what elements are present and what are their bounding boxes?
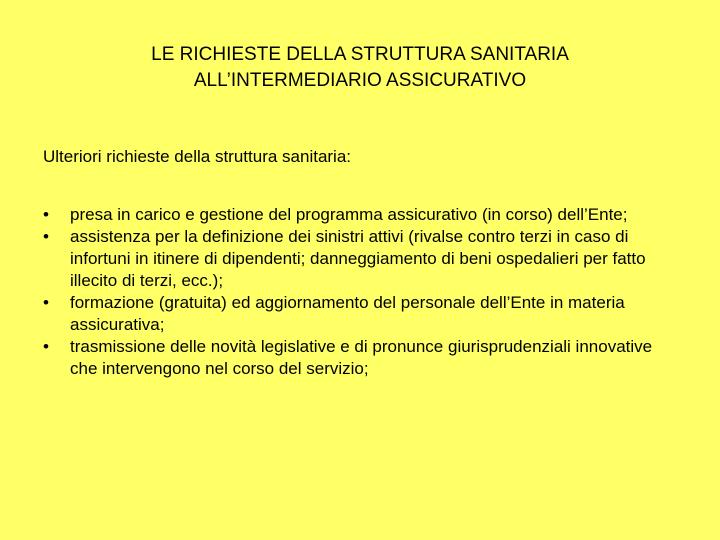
bullet-icon: •: [43, 205, 49, 224]
bullet-text: trasmissione delle novità legislative e di pronunce giurisprudenziali innovative che intervengono nel corso del servizio;: [70, 337, 653, 378]
bullet-list: [43, 204, 673, 380]
bullet-text: formazione (gratuita) ed aggiornamento del personale dell’Ente in materia assicurativa;: [70, 293, 625, 334]
slide-title-line-2: ALL’INTERMEDIARIO ASSICURATIVO: [193, 70, 527, 91]
bullet-icon: •: [43, 337, 49, 356]
intro-text: Ulteriori richieste della struttura sanitaria:: [43, 147, 352, 166]
bullet-item: [43, 292, 673, 336]
bullet-text: assistenza per la definizione dei sinistri attivi (rivalse contro terzi in caso di infortuni in itinere di dipendenti; danneggiamento di beni ospedalieri per fatto illecito di terzi, ecc.);: [70, 227, 646, 290]
slide-title-line-1: LE RICHIESTE DELLA STRUTTURA SANITARIA: [151, 44, 569, 65]
bullet-icon: •: [43, 227, 49, 246]
bullet-text: presa in carico e gestione del programma assicurativo (in corso) dell’Ente;: [70, 205, 628, 224]
bullet-icon: •: [43, 293, 49, 312]
bullet-item: [43, 226, 673, 292]
bullet-item: [43, 336, 673, 380]
slide-title: [60, 42, 660, 94]
bullet-item: [43, 204, 673, 226]
